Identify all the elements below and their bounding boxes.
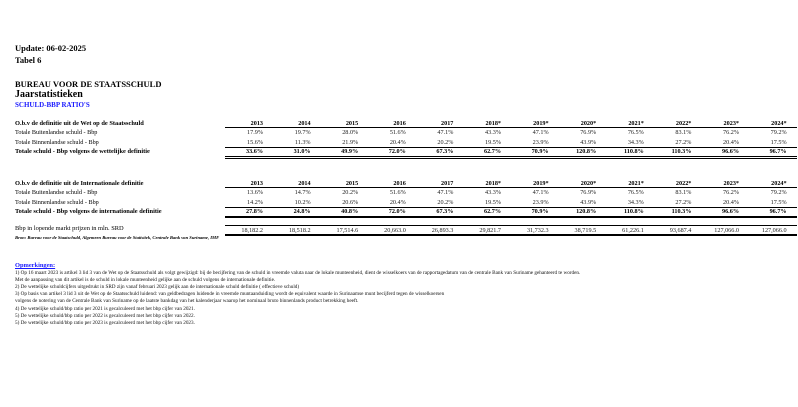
year-header: 2023*: [723, 120, 739, 127]
ratio-cell: 19.7%: [294, 129, 311, 136]
year-header: 2022*: [675, 180, 692, 187]
divider: [225, 147, 797, 148]
total-cell: 72.0%: [388, 208, 406, 215]
total-cell: 72.0%: [388, 148, 406, 155]
gdp-cell: 18,518.2: [288, 226, 311, 234]
ratio-cell: 11.3%: [294, 138, 311, 146]
ratio-cell: 47.1%: [532, 189, 549, 196]
ratio-cell: 51.6%: [389, 189, 406, 196]
year-header: 2018*: [485, 120, 501, 127]
ratio-cell: 20.2%: [437, 198, 454, 206]
year-header: 2024*: [771, 180, 787, 187]
gdp-cell: 127,066.0: [714, 226, 739, 234]
row-label: Totale Binnenlandse schuld - Bbp: [15, 198, 99, 206]
year-header: 2024*: [771, 120, 787, 127]
ratio-cell: 76.5%: [627, 189, 644, 196]
gdp-cell: 127,066.0: [761, 226, 787, 234]
total-cell: 96.7%: [769, 148, 787, 155]
total-cell: 33.6%: [245, 148, 263, 155]
year-header: 2017: [441, 180, 454, 187]
ratio-cell: 43.3%: [485, 189, 501, 196]
gdp-cell: 31,732.3: [526, 226, 549, 234]
table-heading: O.b.v de definitie uit de Wet op de Staatsschuld: [15, 120, 144, 127]
ratio-cell: 76.2%: [723, 129, 739, 136]
gdp-label: Bbp in lopende markt prijzen in mln. SRD: [15, 225, 124, 232]
year-header: 2018*: [485, 180, 501, 187]
ratio-cell: 28.0%: [342, 129, 359, 136]
gdp-cell: 29,821.7: [479, 226, 501, 234]
total-cell: 70.9%: [531, 148, 549, 155]
ratio-cell: 19.5%: [485, 198, 501, 206]
year-header: 2013: [250, 120, 263, 127]
remark-line: 4) De wettelijke schuld/bbp ratio per 2021 is gecalculeerd met het bbp cijfer van 2021.: [15, 305, 195, 312]
ratio-cell: 76.9%: [580, 189, 597, 196]
total-cell: 31.0%: [293, 148, 311, 155]
year-header: 2015: [345, 120, 359, 127]
remark-line: volgens de notering van de Centrale Bank van Suriname op de laatste bankdag van het kalenderjaar waarop het nominaal bruto binnenlands product betrekking heeft.: [15, 298, 359, 305]
total-cell: 110.8%: [624, 148, 644, 155]
ratio-cell: 20.2%: [437, 138, 454, 146]
ratio-cell: 20.4%: [723, 138, 739, 146]
total-cell: 96.6%: [721, 148, 739, 155]
page-subtitle: SCHULD-BBP RATIO'S: [15, 101, 90, 109]
divider: [225, 187, 797, 188]
ratio-cell: 76.2%: [723, 189, 739, 196]
divider: [225, 127, 797, 128]
ratio-cell: 20.4%: [389, 138, 406, 146]
ratio-cell: 47.1%: [532, 129, 549, 136]
remarks-title: Opmerkingen:: [15, 262, 56, 269]
total-cell: 24.8%: [293, 208, 311, 215]
table-number: Tabel 6: [15, 55, 42, 65]
ratio-cell: 27.2%: [675, 138, 692, 146]
total-cell: 67.3%: [436, 148, 454, 155]
ratio-cell: 34.3%: [627, 198, 644, 206]
total-label: Totale schuld - Bbp volgens de wettelijke definitie: [15, 148, 150, 155]
ratio-cell: 43.9%: [580, 138, 597, 146]
ratio-cell: 14.7%: [294, 189, 311, 196]
year-header: 2014: [298, 120, 311, 127]
ratio-cell: 23.9%: [532, 138, 549, 146]
total-cell: 27.8%: [245, 208, 263, 215]
ratio-cell: 79.2%: [770, 189, 787, 196]
year-header: 2019*: [533, 180, 549, 187]
ratio-cell: 20.2%: [342, 189, 359, 196]
ratio-cell: 17.5%: [770, 198, 787, 206]
ratio-cell: 21.9%: [342, 138, 359, 146]
divider: [225, 216, 797, 218]
remark-line: 2) De wettelijke schuldcijfers uitgedrukt in SRD zijn vanaf februari 2023 gelijk aan de internationale schuld definitie ( effectieve schuld): [15, 284, 300, 291]
year-header: 2013: [250, 180, 263, 187]
source-note: Bron: Bureau voor de Staatschuld, Algemeen Bureau voor de Statistiek, Centrale Bank van Suriname, IMF: [15, 235, 220, 240]
total-cell: 49.9%: [341, 148, 359, 155]
ratio-cell: 20.4%: [389, 198, 406, 206]
year-header: 2014: [298, 180, 311, 187]
year-header: 2022*: [675, 120, 692, 127]
ratio-cell: 17.5%: [770, 138, 787, 146]
ratio-cell: 13.6%: [247, 189, 263, 196]
ratio-cell: 20.4%: [723, 198, 739, 206]
ratio-cell: 51.6%: [389, 129, 406, 136]
row-label: Totale Buitenlandse schuld - Bbp: [15, 189, 98, 196]
gdp-cell: 93,687.4: [669, 226, 692, 234]
total-label: Totale schuld - Bbp volgens de internationale definitie: [15, 208, 162, 215]
total-cell: 96.7%: [769, 208, 787, 215]
total-cell: 120.8%: [576, 208, 597, 215]
year-header: 2021*: [628, 120, 644, 127]
gdp-cell: 61,226.1: [622, 226, 644, 234]
year-header: 2020*: [580, 180, 597, 187]
gdp-cell: 18,182.2: [241, 226, 263, 234]
ratio-cell: 20.6%: [342, 198, 359, 206]
organization-name: BUREAU VOOR DE STAATSSCHULD: [15, 79, 162, 89]
ratio-cell: 79.2%: [770, 129, 787, 136]
total-cell: 40.8%: [341, 208, 359, 215]
year-header: 2023*: [723, 180, 739, 187]
year-header: 2016: [393, 180, 406, 187]
remark-line: 1) Op 16 maart 2023 is artikel 3 lid 3 van de Wet op de Staatsschuld als volgt gewijzigd: bij de becijfering van de schuld in vreemde valuta naar de lokale munteenheid, dient de wisselkoers van de rapportagedatum van de centrale Bank van Suriname gehanteerd te worden.: [15, 270, 581, 276]
ratio-cell: 34.3%: [627, 138, 644, 146]
total-cell: 70.9%: [531, 208, 549, 215]
ratio-cell: 23.9%: [532, 198, 549, 206]
year-header: 2017: [441, 120, 454, 127]
total-cell: 62.7%: [483, 208, 501, 215]
divider: [225, 207, 797, 208]
total-cell: 67.3%: [436, 208, 454, 215]
year-header: 2015: [345, 180, 359, 187]
year-header: 2016: [393, 120, 406, 127]
table-heading: O.b.v de definitie uit de Internationale definitie: [15, 180, 144, 187]
ratio-cell: 15.6%: [247, 138, 263, 146]
divider: [225, 156, 797, 157]
total-cell: 110.8%: [624, 208, 644, 215]
remark-line: 5) De wettelijke schuld/bbp ratio per 2023 is gecalculeerd met het bbp cijfer van 2023.: [15, 319, 195, 326]
total-cell: 62.7%: [483, 148, 501, 155]
gdp-cell: 38,719.5: [574, 226, 597, 234]
year-header: 2020*: [580, 120, 597, 127]
ratio-cell: 43.9%: [580, 198, 597, 206]
ratio-cell: 17.9%: [247, 129, 263, 136]
ratio-cell: 10.2%: [294, 198, 311, 206]
gdp-cell: 20,663.0: [384, 226, 406, 234]
total-cell: 110.3%: [671, 208, 692, 215]
ratio-cell: 19.5%: [485, 138, 501, 146]
ratio-cell: 47.1%: [437, 129, 454, 136]
remark-line: 5) De wettelijke schuld/bbp ratio per 2022 is gecalculeerd met het bbp cijfer van 2022.: [15, 312, 195, 319]
remark-line: Met de aanpassing van dit artikel is de schuld in lokale munteenheid gelijke aan de schuld volgens de internationale definitie.: [15, 277, 276, 284]
row-label: Totale Binnenlandse schuld - Bbp: [15, 138, 99, 146]
gdp-cell: 17,514.6: [336, 226, 359, 234]
ratio-cell: 83.1%: [675, 129, 692, 136]
divider: [225, 158, 797, 159]
ratio-cell: 76.5%: [627, 129, 644, 136]
total-cell: 120.8%: [576, 148, 597, 155]
year-header: 2021*: [628, 180, 644, 187]
ratio-cell: 14.2%: [247, 198, 263, 206]
total-cell: 96.6%: [721, 208, 739, 215]
remark-line: 3) Op basis van artikel 3 lid 3 uit de Wet op de Staatsschuld luidend: van geldbedragen luidende in vreemde muntaanduiding wordt de equivalent waarde in Surinaamse munt becijferd tegen de wisselkoersen: [15, 291, 445, 298]
row-label: Totale Buitenlandse schuld - Bbp: [15, 129, 98, 136]
ratio-cell: 83.1%: [675, 189, 692, 196]
ratio-cell: 76.9%: [580, 129, 597, 136]
total-cell: 110.3%: [671, 148, 692, 155]
gdp-cell: 26,893.3: [431, 226, 454, 234]
ratio-cell: 27.2%: [675, 198, 692, 206]
ratio-cell: 47.1%: [437, 189, 454, 196]
update-date: Update: 06-02-2025: [15, 43, 87, 53]
ratio-cell: 43.3%: [485, 129, 501, 136]
year-header: 2019*: [533, 120, 549, 127]
page-title: Jaarstatistieken: [15, 89, 83, 100]
